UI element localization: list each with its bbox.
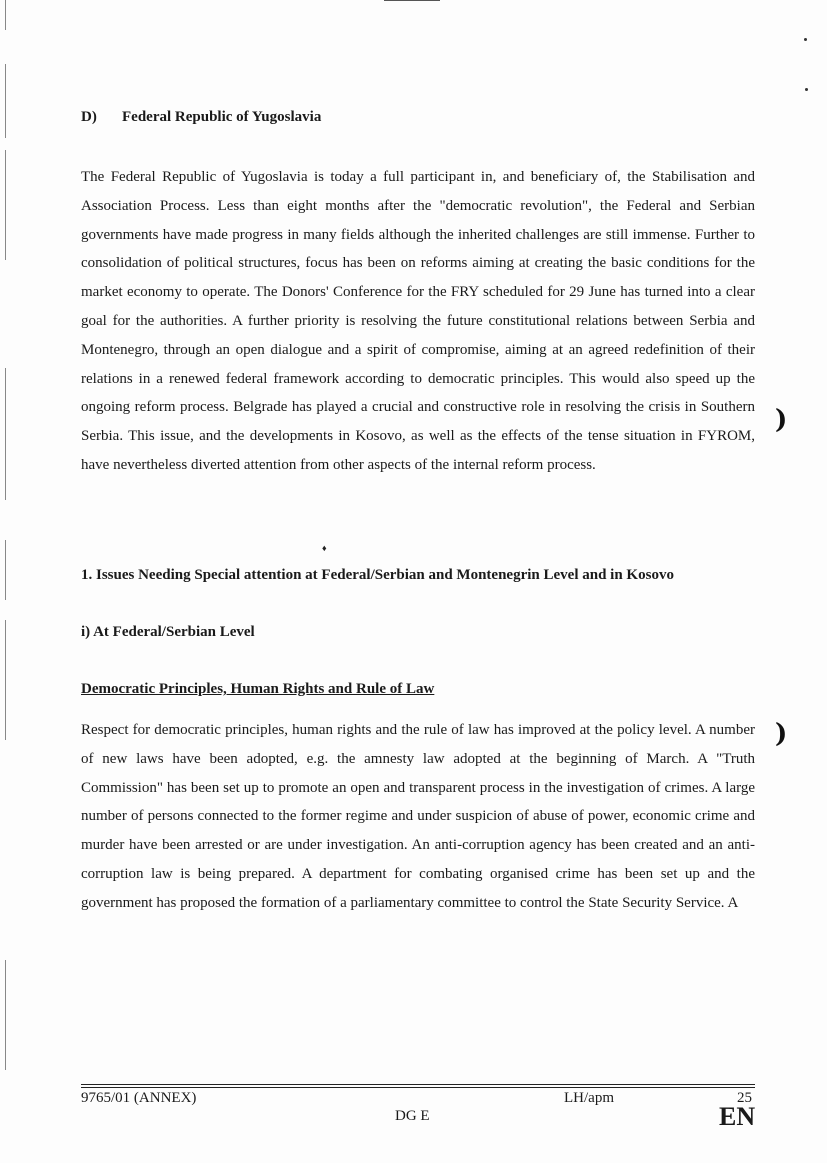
footer-language: EN <box>719 1102 756 1131</box>
footer-initials: LH/apm <box>564 1090 614 1106</box>
scan-artifact-edge <box>5 0 6 30</box>
scan-artifact-dot <box>805 88 808 91</box>
section-letter: D) <box>81 109 97 125</box>
scan-artifact-edge <box>5 540 6 600</box>
scan-artifact-edge <box>5 150 6 260</box>
scan-artifact-edge <box>5 960 6 1070</box>
footer-rule <box>81 1087 755 1088</box>
scan-artifact-dot <box>804 38 807 41</box>
democratic-paragraph: Respect for democratic principles, human rights and the rule of law has improved at the policy level. A number of new laws have been adopted, e.g. the amnesty law adopted at the beginning of March. A "Truth Commission" has been set up to promote an open and transparent process in the investigation of crimes. A large number of persons connected to the former regime and under suspicion of abuse of power, economic crime and murder have been arrested or are under investigation. An anti-corruption agency has been created and an anti-corruption law is being prepared. A department for combating organised crime has been set up and the government has proposed the formation of a parliamentary committee to control the State Security Service. A <box>81 722 755 911</box>
intro-paragraph: The Federal Republic of Yugoslavia is today a full participant in, and beneficiary of, the Stabilisation and Association Process. Less than eight months after the "democratic revolution", the Federal and Serbian governments have made progress in many fields although the inherited challenges are still immense. Further to consolidation of political structures, focus has been on reforms aiming at creating the basic conditions for the market economy to operate. The Donors' Conference for the FRY scheduled for 29 June has turned into a clear goal for the authorities. A further priority is resolving the future constitutional relations between Serbia and Montenegro, through an open dialogue and a spirit of compromise, aiming at an agreed redefinition of their relations in a renewed federal framework according to democratic principles. This would also speed up the ongoing reform process. Belgrade has played a crucial and constructive role in resolving the crisis in Southern Serbia. This issue, and the developments in Kosovo, as well as the effects of the tense situation in FYROM, have nevertheless diverted attention from other aspects of the internal reform process. <box>81 169 755 473</box>
section-heading <box>81 109 321 126</box>
federal-serbian-level-heading: i) At Federal/Serbian Level <box>81 624 255 640</box>
issues-heading: 1. Issues Needing Special attention at Federal/Serbian and Montenegrin Level and in Kosovo <box>81 567 674 583</box>
margin-bracket-mark: ) <box>775 405 788 435</box>
section-title: Federal Republic of Yugoslavia <box>122 109 322 125</box>
scan-artifact-mark: ♦ <box>322 543 327 553</box>
margin-bracket-mark: ) <box>775 719 788 749</box>
democratic-principles-heading: Democratic Principles, Human Rights and Rule of Law <box>81 681 435 697</box>
footer-department: DG E <box>395 1108 430 1124</box>
footer-page-number: 25 <box>737 1090 752 1106</box>
scan-artifact-edge <box>5 368 6 500</box>
scan-artifact-edge <box>5 620 6 740</box>
scan-artifact-line <box>384 0 440 1</box>
scan-artifact-edge <box>5 64 6 138</box>
footer-reference: 9765/01 (ANNEX) <box>81 1090 197 1106</box>
footer-rule <box>81 1084 755 1085</box>
